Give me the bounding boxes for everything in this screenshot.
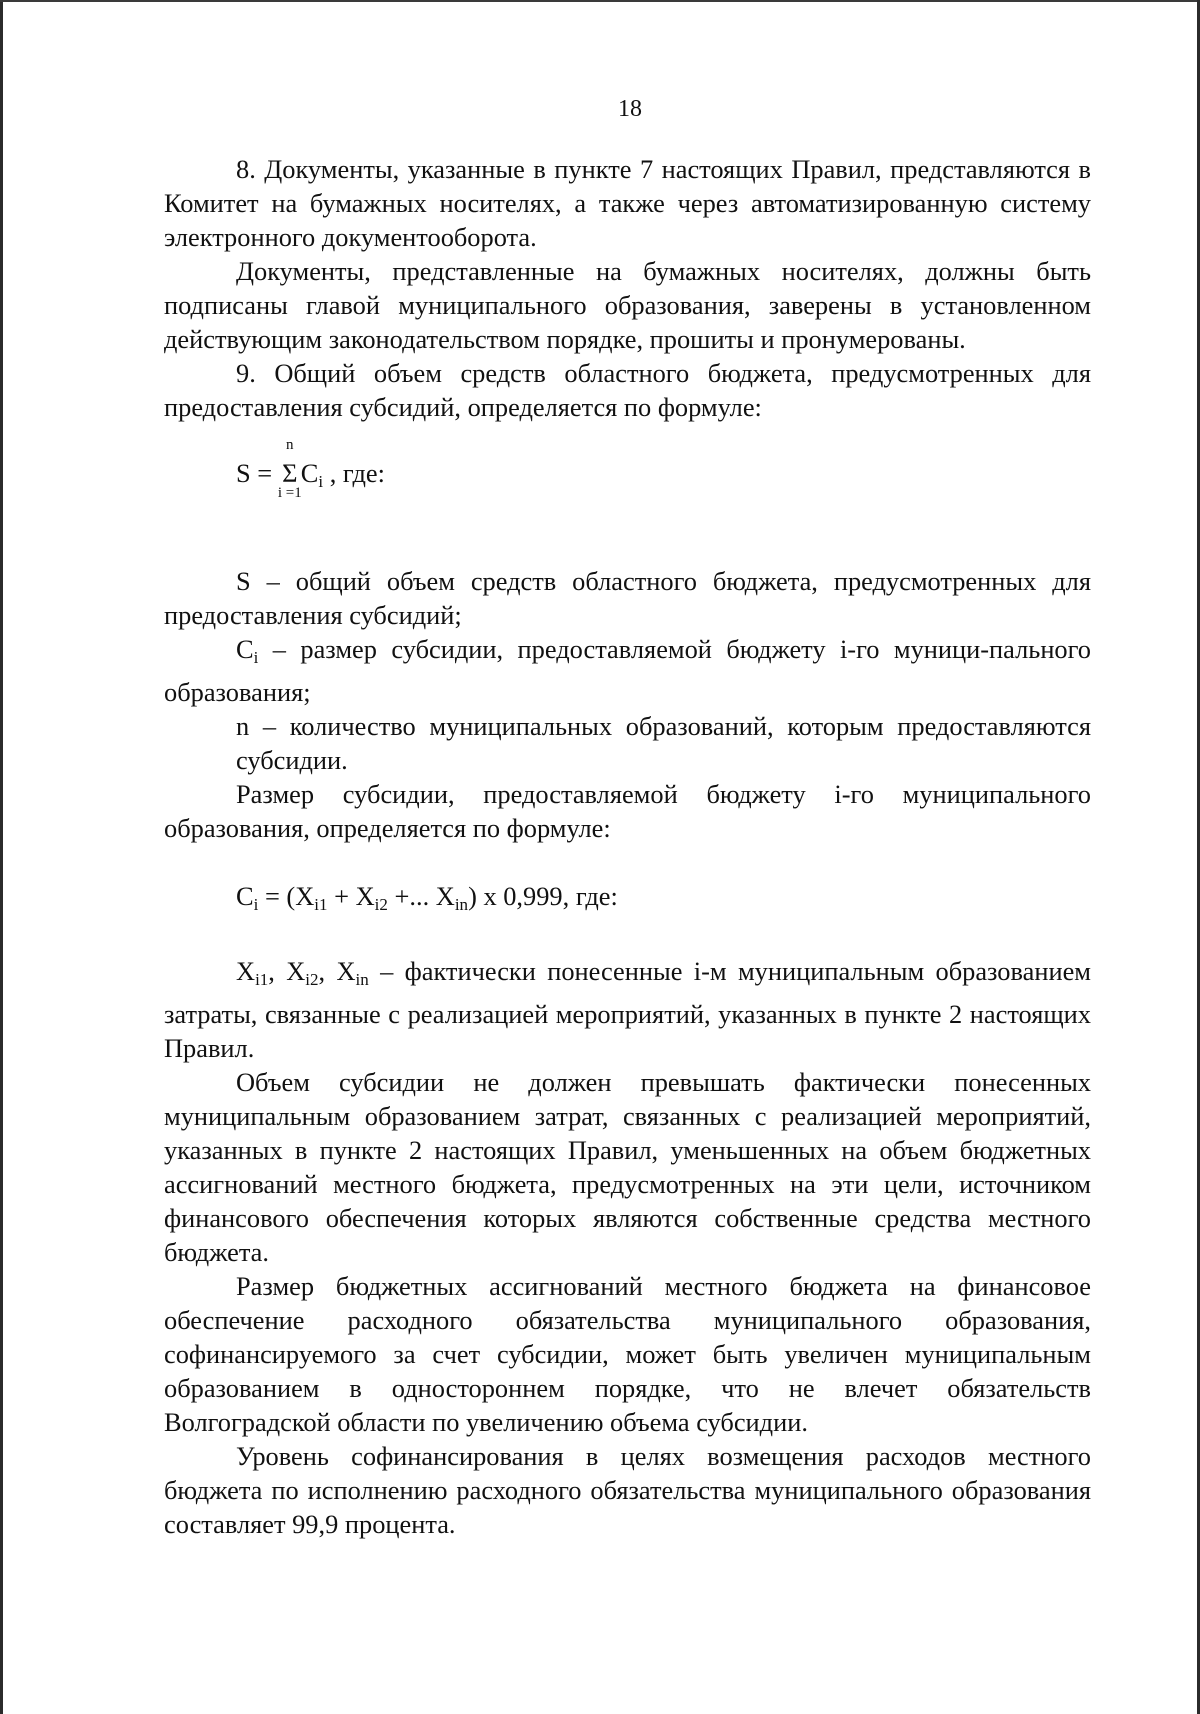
- definition-x-symbol-1: X: [236, 956, 256, 986]
- definition-c-subscript: i: [253, 648, 259, 667]
- definition-s: S – общий объем средств областного бюджета, предусмотренных для предоставления субсидий;: [164, 566, 1091, 630]
- definition-x-symbol-2: , X: [268, 956, 306, 986]
- formula-suffix: , где:: [329, 458, 385, 488]
- formula-term: C: [300, 458, 319, 488]
- formula-total-volume-expression: [236, 437, 385, 501]
- paragraph-8-signing: Документы, представленные на бумажных носителях, должны быть подписаны главой муниципального образования, заверены в установленном действующим законодательством порядке, прошиты и пронумерованы.: [164, 256, 1091, 354]
- formula2-lhs: C: [236, 881, 254, 911]
- definition-x-sub-1: i1: [255, 970, 269, 989]
- scan-edge-top: [0, 0, 1200, 2]
- definition-x-symbol-3: , X: [318, 956, 356, 986]
- definition-c-text: – размер субсидии, предоставляемой бюджету i-го муници-пального образования;: [164, 634, 1091, 707]
- formula-lhs: S =: [236, 458, 273, 488]
- scan-edge-left: [0, 0, 3, 1714]
- formula2-plus-1: + X: [327, 881, 375, 911]
- definition-x-sub-2: i2: [305, 970, 319, 989]
- paragraph-subsidy-size: Размер субсидии, предоставляемой бюджету i-го муниципального образования, определяется по формуле:: [164, 779, 1091, 843]
- definition-x-sub-3: in: [355, 970, 369, 989]
- paragraph-9: 9. Общий объем средств областного бюджета, предусмотренных для предоставления субсидий, определяется по формуле:: [164, 358, 1091, 422]
- document-body: [164, 152, 1091, 1541]
- paragraph-8: 8. Документы, указанные в пункте 7 настоящих Правил, представляются в Комитет на бумажных носителях, а также через автоматизированную систему электронного документооборота.: [164, 154, 1091, 252]
- definition-n: n – количество муниципальных образований, которым предоставляются субсидии.: [236, 711, 1091, 775]
- definition-c-symbol: C: [236, 634, 254, 664]
- summation-upper-limit: n: [286, 437, 294, 453]
- formula2-plus-2: +... X: [387, 881, 455, 911]
- paragraph-cofinancing-level: Уровень софинансирования в целях возмещения расходов местного бюджета по исполнению расходного обязательства муниципального образования составляет 99,9 процента.: [164, 1441, 1091, 1539]
- paragraph-budget-allocations: Размер бюджетных ассигнований местного бюджета на финансовое обеспечение расходного обязательства муниципального образования, софинансируемого за счет субсидии, может быть увеличен муниципальным образованием в одностороннем порядке, что не влечет обязательств Волгоградской области по увеличению объема субсидии.: [164, 1271, 1091, 1437]
- formula2-sub-3: in: [454, 895, 469, 914]
- definition-c: [164, 632, 1091, 709]
- summation-lower-limit: i =1: [277, 485, 302, 501]
- formula2-sub-1: i1: [314, 895, 328, 914]
- page-number: 18: [618, 96, 642, 122]
- formula2-tail: ) x 0,999, где:: [468, 881, 618, 911]
- formula-subsidy-size: [236, 879, 1091, 922]
- sigma-glyph: Σ: [282, 458, 298, 488]
- paragraph-subsidy-volume: Объем субсидии не должен превышать фактически понесенных муниципальным образованием затрат, связанных с реализацией мероприятий, указанных в пункте 2 настоящих Правил, уменьшенных на объем бюджетных ассигнований местного бюджета, предусмотренных на эти цели, источником финансового обеспечения которых являются собственные средства местного бюджета.: [164, 1067, 1091, 1267]
- formula-total-volume: [164, 434, 1091, 528]
- definition-x: [164, 954, 1091, 1065]
- formula2-open: = (X: [258, 881, 315, 911]
- formula2-lhs-subscript: i: [253, 895, 259, 914]
- summation-symbol: [277, 437, 302, 501]
- formula-term-subscript: i: [318, 472, 324, 491]
- definition-x-text: – фактически понесенные i-м муниципальным образованием затраты, связанные с реализацией мероприятий, указанных в пункте 2 настоящих Правил.: [164, 956, 1091, 1063]
- formula2-sub-2: i2: [374, 895, 388, 914]
